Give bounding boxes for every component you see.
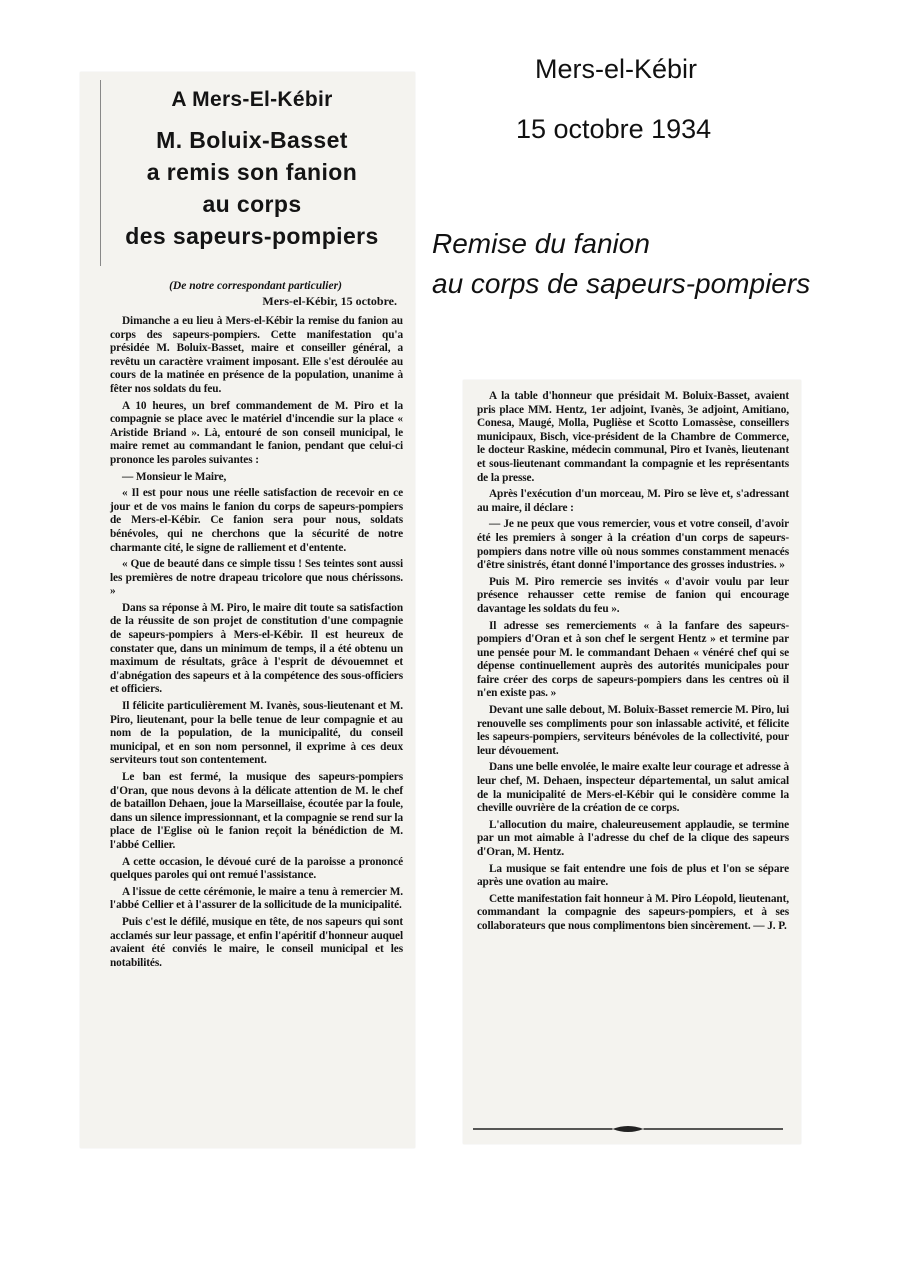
article-body-right <box>477 380 789 934</box>
headline-line: M. Boluix-Basset <box>156 127 348 153</box>
paragraph: Devant une salle debout, M. Boluix-Basset remercie M. Piro, lui renouvelle ses compliments pour son inlassable activité, et félicite les sapeurs-pompiers, serviteurs bénévoles de la collectivité, pour leur dévouement. <box>477 704 789 757</box>
article-dateline: Mers-el-Kébir, 15 octobre. <box>262 294 397 308</box>
article-kicker: A Mers-El-Kébir <box>171 88 333 111</box>
paragraph: « Que de beauté dans ce simple tissu ! Ses teintes sont aussi les premières de notre drapeau tricolore que nous chérissons. » <box>110 558 403 598</box>
headline-line: au corps <box>202 191 302 217</box>
headline-line: a remis son fanion <box>146 159 358 185</box>
paragraph: La musique se fait entendre une fois de plus et l'on se sépare après une ovation au maire. <box>477 862 789 889</box>
article-body-left <box>110 315 403 970</box>
newspaper-clipping-left <box>80 72 415 1148</box>
paragraph: — Monsieur le Maire, <box>122 470 227 483</box>
article-header <box>100 80 403 266</box>
paragraph: Le ban est fermé, la musique des sapeurs-pompiers d'Oran, que nous devons à la délicate attention de M. le chef de bataillon Dehaen, joue la Marseillaise, écoutée par la foule, dans un silence impressionnant, et la compagnie se rend sur la place de l'Eglise où le fanion reçoit la bénédiction de M. l'abbé Cellier. <box>110 771 403 851</box>
paragraph: Dans sa réponse à M. Piro, le maire dit toute sa satisfaction de la réussite de son projet de constitution d'une compagnie de sapeurs-pompiers à Mers-el-Kébir. Il est heureux de constater que, dans un minimum de temps, il a été obtenu un maximum de résultats, grâce à l'esprit de dévouemnet et d'abnégation des sapeurs et à la compétence des sous-officiers et officiers. <box>110 601 403 696</box>
paragraph: A l'issue de cette cérémonie, le maire a tenu à remercier M. l'abbé Cellier et à l'assurer de la sollicitude de la municipalité. <box>110 885 403 912</box>
caption-date: 15 octobre 1934 <box>516 114 712 144</box>
paragraph: Puis M. Piro remercie ses invités « d'avoir voulu par leur présence rehausser cette remise de fanion qui encourage davantage les soldats du feu ». <box>477 575 789 615</box>
paragraph: Cette manifestation fait honneur à M. Piro Léopold, lieutenant, commandant la compagnie des sapeurs-pompiers, et à ses collaborateurs que nous complimentons bien sincèrement. — J. P. <box>477 892 789 932</box>
paragraph: Il adresse ses remerciements « à la fanfare des sapeurs-pompiers d'Oran et à son chef le sergent Hentz » et termine par une pensée pour M. le commandant Dehaen « vénéré chef qui se dépense continuellement auprès des autorités municipales pour faire créer des corps de sapeurs-pompiers dans les centres où il n'en existe pas. » <box>477 619 789 700</box>
paragraph: A la table d'honneur que présidait M. Boluix-Basset, avaient pris place MM. Hentz, 1er adjoint, Ivanès, 3e adjoint, Amitiano, Conesa, Maugé, Molla, Puglièse et Scotto Lomassèse, conseillers municipaux, Bisch, vice-président de la Chambre de Commerce, le docteur Raskine, médecin communal, Piro et Ivanès, lieutenant et sous-lieutenant commandant la compagnie et les représentants de la presse. <box>477 390 789 484</box>
caption-title-line-1: Remise du fanion <box>432 228 650 259</box>
article-headline <box>107 124 397 252</box>
paragraph: Puis c'est le défilé, musique en tête, de nos sapeurs qui sont acclamés sur leur passage, et enfin l'apéritif d'honneur auquel avaient été conviés le maire, le conseil municipal et les notabilités. <box>110 915 403 969</box>
article-dateline-block <box>110 280 401 309</box>
paragraph: Dimanche a eu lieu à Mers-el-Kébir la remise du fanion au corps des sapeurs-pompiers. Cette manifestation qu'a présidée M. Boluix-Basset, maire et conseiller général, a revêtu un caractère vraiment imposant. Elle s'est déroulée au cours de la matinée en présence de la population, unanime à fêter nos soldats du feu. <box>110 315 403 395</box>
caption-title-line-2: au corps de sapeurs-pompiers <box>432 268 811 299</box>
paragraph: Il félicite particulièrement M. Ivanès, sous-lieutenant et M. Piro, lieutenant, pour la belle tenue de leur compagnie et au nom de la population, de la municipalité, du conseil municipal, et en son nom personnel, il exprime à ces deux serviteurs tout son contentement. <box>110 700 403 767</box>
headline-line: des sapeurs-pompiers <box>125 223 379 249</box>
paragraph: A 10 heures, un bref commandement de M. Piro et la compagnie se place avec le matériel d'incendie sur la place « Aristide Briand ». Là, entouré de son conseil municipal, le maire remet au commandant le fanion, pendant que celui-ci prononce les paroles suivantes : <box>110 399 403 466</box>
paragraph: — Je ne peux que vous remercier, vous et votre conseil, d'avoir été les premiers à songer à la création d'un corps de sapeurs-pompiers dans notre ville où nous sommes constamment menacés d'être sinistrés, étant donné l'importance des grosses industries. » <box>477 518 789 572</box>
caption-title <box>432 224 810 304</box>
paragraph: A cette occasion, le dévoué curé de la paroisse a prononcé quelques paroles qui ont remué l'assistance. <box>110 855 403 882</box>
caption-place: Mers-el-Kébir <box>535 54 698 84</box>
article-end-ornament <box>473 1124 783 1134</box>
newspaper-clipping-right <box>463 380 801 1144</box>
paragraph: Dans une belle envolée, le maire exalte leur courage et adresse à leur chef, M. Dehaen, inspecteur départemental, un salut amical de la municipalité de Mers-el-Kébir qui le considère comme la cheville ouvrière de la création de ce corps. <box>477 761 789 815</box>
article-byline: (De notre correspondant particulier) <box>169 280 342 292</box>
paragraph: L'allocution du maire, chaleureusement applaudie, se termine par un mot aimable à l'adresse du chef de la clique des sapeurs d'Oran, M. Hentz. <box>477 818 789 858</box>
paragraph: Après l'exécution d'un morceau, M. Piro se lève et, s'adressant au maire, il déclare : <box>477 488 789 514</box>
paragraph: « Il est pour nous une réelle satisfaction de recevoir en ce jour et de vos mains le fanion du corps de sapeurs-pompiers de Mers-el-Kébir. Ce fanion sera pour nous, soldats bénévoles, qui ne cherchons que la sécurité de notre charmante cité, le signe de ralliement et d'entente. <box>110 487 403 554</box>
